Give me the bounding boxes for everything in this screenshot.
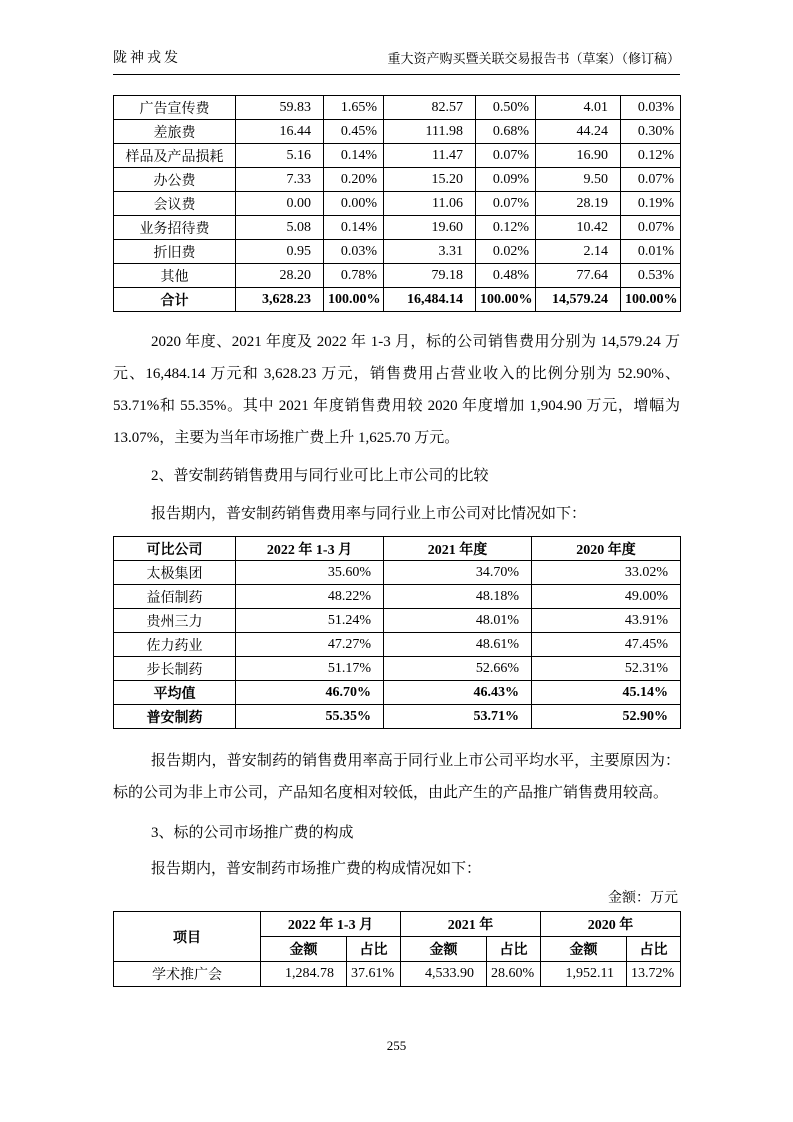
- ratio-cell: 46.70%: [236, 681, 384, 705]
- company-cell: 步长制药: [114, 657, 236, 681]
- expense-item-cell: 会议费: [114, 192, 236, 216]
- table-average-row: [114, 681, 681, 705]
- header-cell: 2022 年 1-3 月: [261, 912, 401, 937]
- header-cell: 2021 年: [401, 912, 541, 937]
- amount-cell: 0.00: [236, 192, 324, 216]
- ratio-cell: 53.71%: [384, 705, 532, 729]
- header-cell: 2022 年 1-3 月: [236, 537, 384, 561]
- table-row: [114, 168, 681, 192]
- ratio-cell: 0.19%: [621, 192, 681, 216]
- company-cell: 平均值: [114, 681, 236, 705]
- subheader-cell: 占比: [627, 937, 681, 962]
- subheader-cell: 金额: [261, 937, 347, 962]
- ratio-cell: 48.18%: [384, 585, 532, 609]
- ratio-cell: 0.14%: [324, 216, 384, 240]
- table-total-row: [114, 288, 681, 312]
- comparison-table: [113, 536, 681, 729]
- paragraph-promo-intro: 报告期内，普安制药市场推广费的构成情况如下：: [151, 861, 482, 877]
- table-header-row: [114, 912, 681, 937]
- ratio-cell: 0.07%: [476, 144, 536, 168]
- amount-cell: 14,579.24: [536, 288, 621, 312]
- table-row: [114, 216, 681, 240]
- amount-cell: 44.24: [536, 120, 621, 144]
- amount-cell: 82.57: [384, 96, 476, 120]
- ratio-cell: 48.61%: [384, 633, 532, 657]
- company-cell: 佐力药业: [114, 633, 236, 657]
- ratio-cell: 35.60%: [236, 561, 384, 585]
- ratio-cell: 51.24%: [236, 609, 384, 633]
- amount-cell: 16.44: [236, 120, 324, 144]
- table-row: [114, 561, 681, 585]
- header-cell: 2020 年: [541, 912, 681, 937]
- paragraph-sales-expense-summary: 2020 年度、2021 年度及 2022 年 1-3 月，标的公司销售费用分别为 14,579.24 万元、16,484.14 万元和 3,628.23 万元，销售费用占营业收入的比例分别为 52.90%、53.71%和 55.35%。其中 2021 年度销售费用较 2020 年度增加 1,904.90 万元，增幅为 13.07%，主要为当年市场推广费上升 1,625.70 万元。: [113, 334, 680, 446]
- page-footer: [0, 1038, 793, 1054]
- subheader-cell: 金额: [541, 937, 627, 962]
- ratio-cell: 48.01%: [384, 609, 532, 633]
- table-header-row: [114, 537, 681, 561]
- table-row: [114, 192, 681, 216]
- subheader-cell: 占比: [487, 937, 541, 962]
- table-row: [114, 144, 681, 168]
- header-cell: 项目: [114, 912, 261, 962]
- ratio-cell: 51.17%: [236, 657, 384, 681]
- ratio-cell: 0.03%: [621, 96, 681, 120]
- ratio-cell: 46.43%: [384, 681, 532, 705]
- expense-item-cell: 业务招待费: [114, 216, 236, 240]
- table-row: [114, 264, 681, 288]
- ratio-cell: 0.53%: [621, 264, 681, 288]
- ratio-cell: 0.00%: [324, 192, 384, 216]
- amount-cell: 59.83: [236, 96, 324, 120]
- amount-cell: 1,952.11: [541, 962, 627, 987]
- amount-cell: 3,628.23: [236, 288, 324, 312]
- ratio-cell: 48.22%: [236, 585, 384, 609]
- header-cell: 2021 年度: [384, 537, 532, 561]
- page-header: [113, 47, 680, 75]
- ratio-cell: 0.12%: [621, 144, 681, 168]
- amount-cell: 2.14: [536, 240, 621, 264]
- ratio-cell: 1.65%: [324, 96, 384, 120]
- amount-cell: 3.31: [384, 240, 476, 264]
- ratio-cell: 100.00%: [621, 288, 681, 312]
- ratio-cell: 0.20%: [324, 168, 384, 192]
- paragraph-comparison-analysis: 报告期内，普安制药的销售费用率高于同行业上市公司平均水平，主要原因为：标的公司为非上市公司，产品知名度相对较低，由此产生的产品推广销售费用较高。: [113, 753, 680, 801]
- subheader-cell: 占比: [347, 937, 401, 962]
- amount-cell: 9.50: [536, 168, 621, 192]
- subheader-cell: 金额: [401, 937, 487, 962]
- table-row: [114, 657, 681, 681]
- ratio-cell: 0.09%: [476, 168, 536, 192]
- ratio-cell: 55.35%: [236, 705, 384, 729]
- company-cell: 普安制药: [114, 705, 236, 729]
- section-heading-2: 2、普安制药销售费用与同行业可比上市公司的比较: [151, 468, 489, 484]
- ratio-cell: 34.70%: [384, 561, 532, 585]
- amount-cell: 1,284.78: [261, 962, 347, 987]
- amount-cell: 10.42: [536, 216, 621, 240]
- ratio-cell: 0.48%: [476, 264, 536, 288]
- expense-item-cell: 折旧费: [114, 240, 236, 264]
- ratio-cell: 47.27%: [236, 633, 384, 657]
- expense-item-cell: 合计: [114, 288, 236, 312]
- amount-cell: 77.64: [536, 264, 621, 288]
- amount-cell: 16,484.14: [384, 288, 476, 312]
- ratio-cell: 52.31%: [532, 657, 681, 681]
- ratio-cell: 0.45%: [324, 120, 384, 144]
- table-row: [114, 585, 681, 609]
- ratio-cell: 45.14%: [532, 681, 681, 705]
- amount-cell: 4,533.90: [401, 962, 487, 987]
- ratio-cell: 52.90%: [532, 705, 681, 729]
- amount-cell: 11.47: [384, 144, 476, 168]
- expense-item-cell: 广告宣传费: [114, 96, 236, 120]
- table-row: [114, 962, 681, 987]
- amount-cell: 15.20: [384, 168, 476, 192]
- sales-expense-table: [113, 95, 681, 312]
- company-name: 陇神戎发: [113, 51, 181, 66]
- ratio-cell: 49.00%: [532, 585, 681, 609]
- amount-cell: 111.98: [384, 120, 476, 144]
- amount-cell: 4.01: [536, 96, 621, 120]
- promo-item-cell: 学术推广会: [114, 962, 261, 987]
- amount-cell: 79.18: [384, 264, 476, 288]
- ratio-cell: 33.02%: [532, 561, 681, 585]
- ratio-cell: 0.50%: [476, 96, 536, 120]
- ratio-cell: 13.72%: [627, 962, 681, 987]
- ratio-cell: 0.02%: [476, 240, 536, 264]
- ratio-cell: 0.68%: [476, 120, 536, 144]
- company-cell: 太极集团: [114, 561, 236, 585]
- section-heading-3: 3、标的公司市场推广费的构成: [151, 825, 354, 841]
- ratio-cell: 0.07%: [621, 168, 681, 192]
- ratio-cell: 0.01%: [621, 240, 681, 264]
- amount-cell: 5.16: [236, 144, 324, 168]
- header-cell: 2020 年度: [532, 537, 681, 561]
- amount-cell: 16.90: [536, 144, 621, 168]
- expense-item-cell: 其他: [114, 264, 236, 288]
- expense-item-cell: 差旅费: [114, 120, 236, 144]
- ratio-cell: 0.12%: [476, 216, 536, 240]
- ratio-cell: 43.91%: [532, 609, 681, 633]
- expense-item-cell: 样品及产品损耗: [114, 144, 236, 168]
- ratio-cell: 0.78%: [324, 264, 384, 288]
- page-content: [113, 95, 680, 987]
- ratio-cell: 0.03%: [324, 240, 384, 264]
- ratio-cell: 28.60%: [487, 962, 541, 987]
- table-row: [114, 609, 681, 633]
- amount-cell: 7.33: [236, 168, 324, 192]
- header-cell: 可比公司: [114, 537, 236, 561]
- table-row: [114, 633, 681, 657]
- company-cell: 贵州三力: [114, 609, 236, 633]
- table-target-row: [114, 705, 681, 729]
- amount-cell: 19.60: [384, 216, 476, 240]
- promo-fee-table: [113, 911, 681, 987]
- expense-item-cell: 办公费: [114, 168, 236, 192]
- table-row: [114, 96, 681, 120]
- ratio-cell: 47.45%: [532, 633, 681, 657]
- table-row: [114, 120, 681, 144]
- amount-cell: 0.95: [236, 240, 324, 264]
- unit-note: 金额：万元: [608, 891, 678, 906]
- page-number: 255: [386, 1038, 407, 1053]
- table-row: [114, 240, 681, 264]
- amount-cell: 28.20: [236, 264, 324, 288]
- ratio-cell: 100.00%: [476, 288, 536, 312]
- ratio-cell: 100.00%: [324, 288, 384, 312]
- ratio-cell: 37.61%: [347, 962, 401, 987]
- amount-cell: 5.08: [236, 216, 324, 240]
- company-cell: 益佰制药: [114, 585, 236, 609]
- ratio-cell: 0.14%: [324, 144, 384, 168]
- report-title: 重大资产购买暨关联交易报告书（草案）（修订稿）: [387, 51, 680, 66]
- ratio-cell: 0.07%: [621, 216, 681, 240]
- ratio-cell: 52.66%: [384, 657, 532, 681]
- amount-cell: 28.19: [536, 192, 621, 216]
- ratio-cell: 0.30%: [621, 120, 681, 144]
- amount-cell: 11.06: [384, 192, 476, 216]
- paragraph-comparison-intro: 报告期内，普安制药销售费用率与同行业上市公司对比情况如下：: [151, 506, 587, 522]
- ratio-cell: 0.07%: [476, 192, 536, 216]
